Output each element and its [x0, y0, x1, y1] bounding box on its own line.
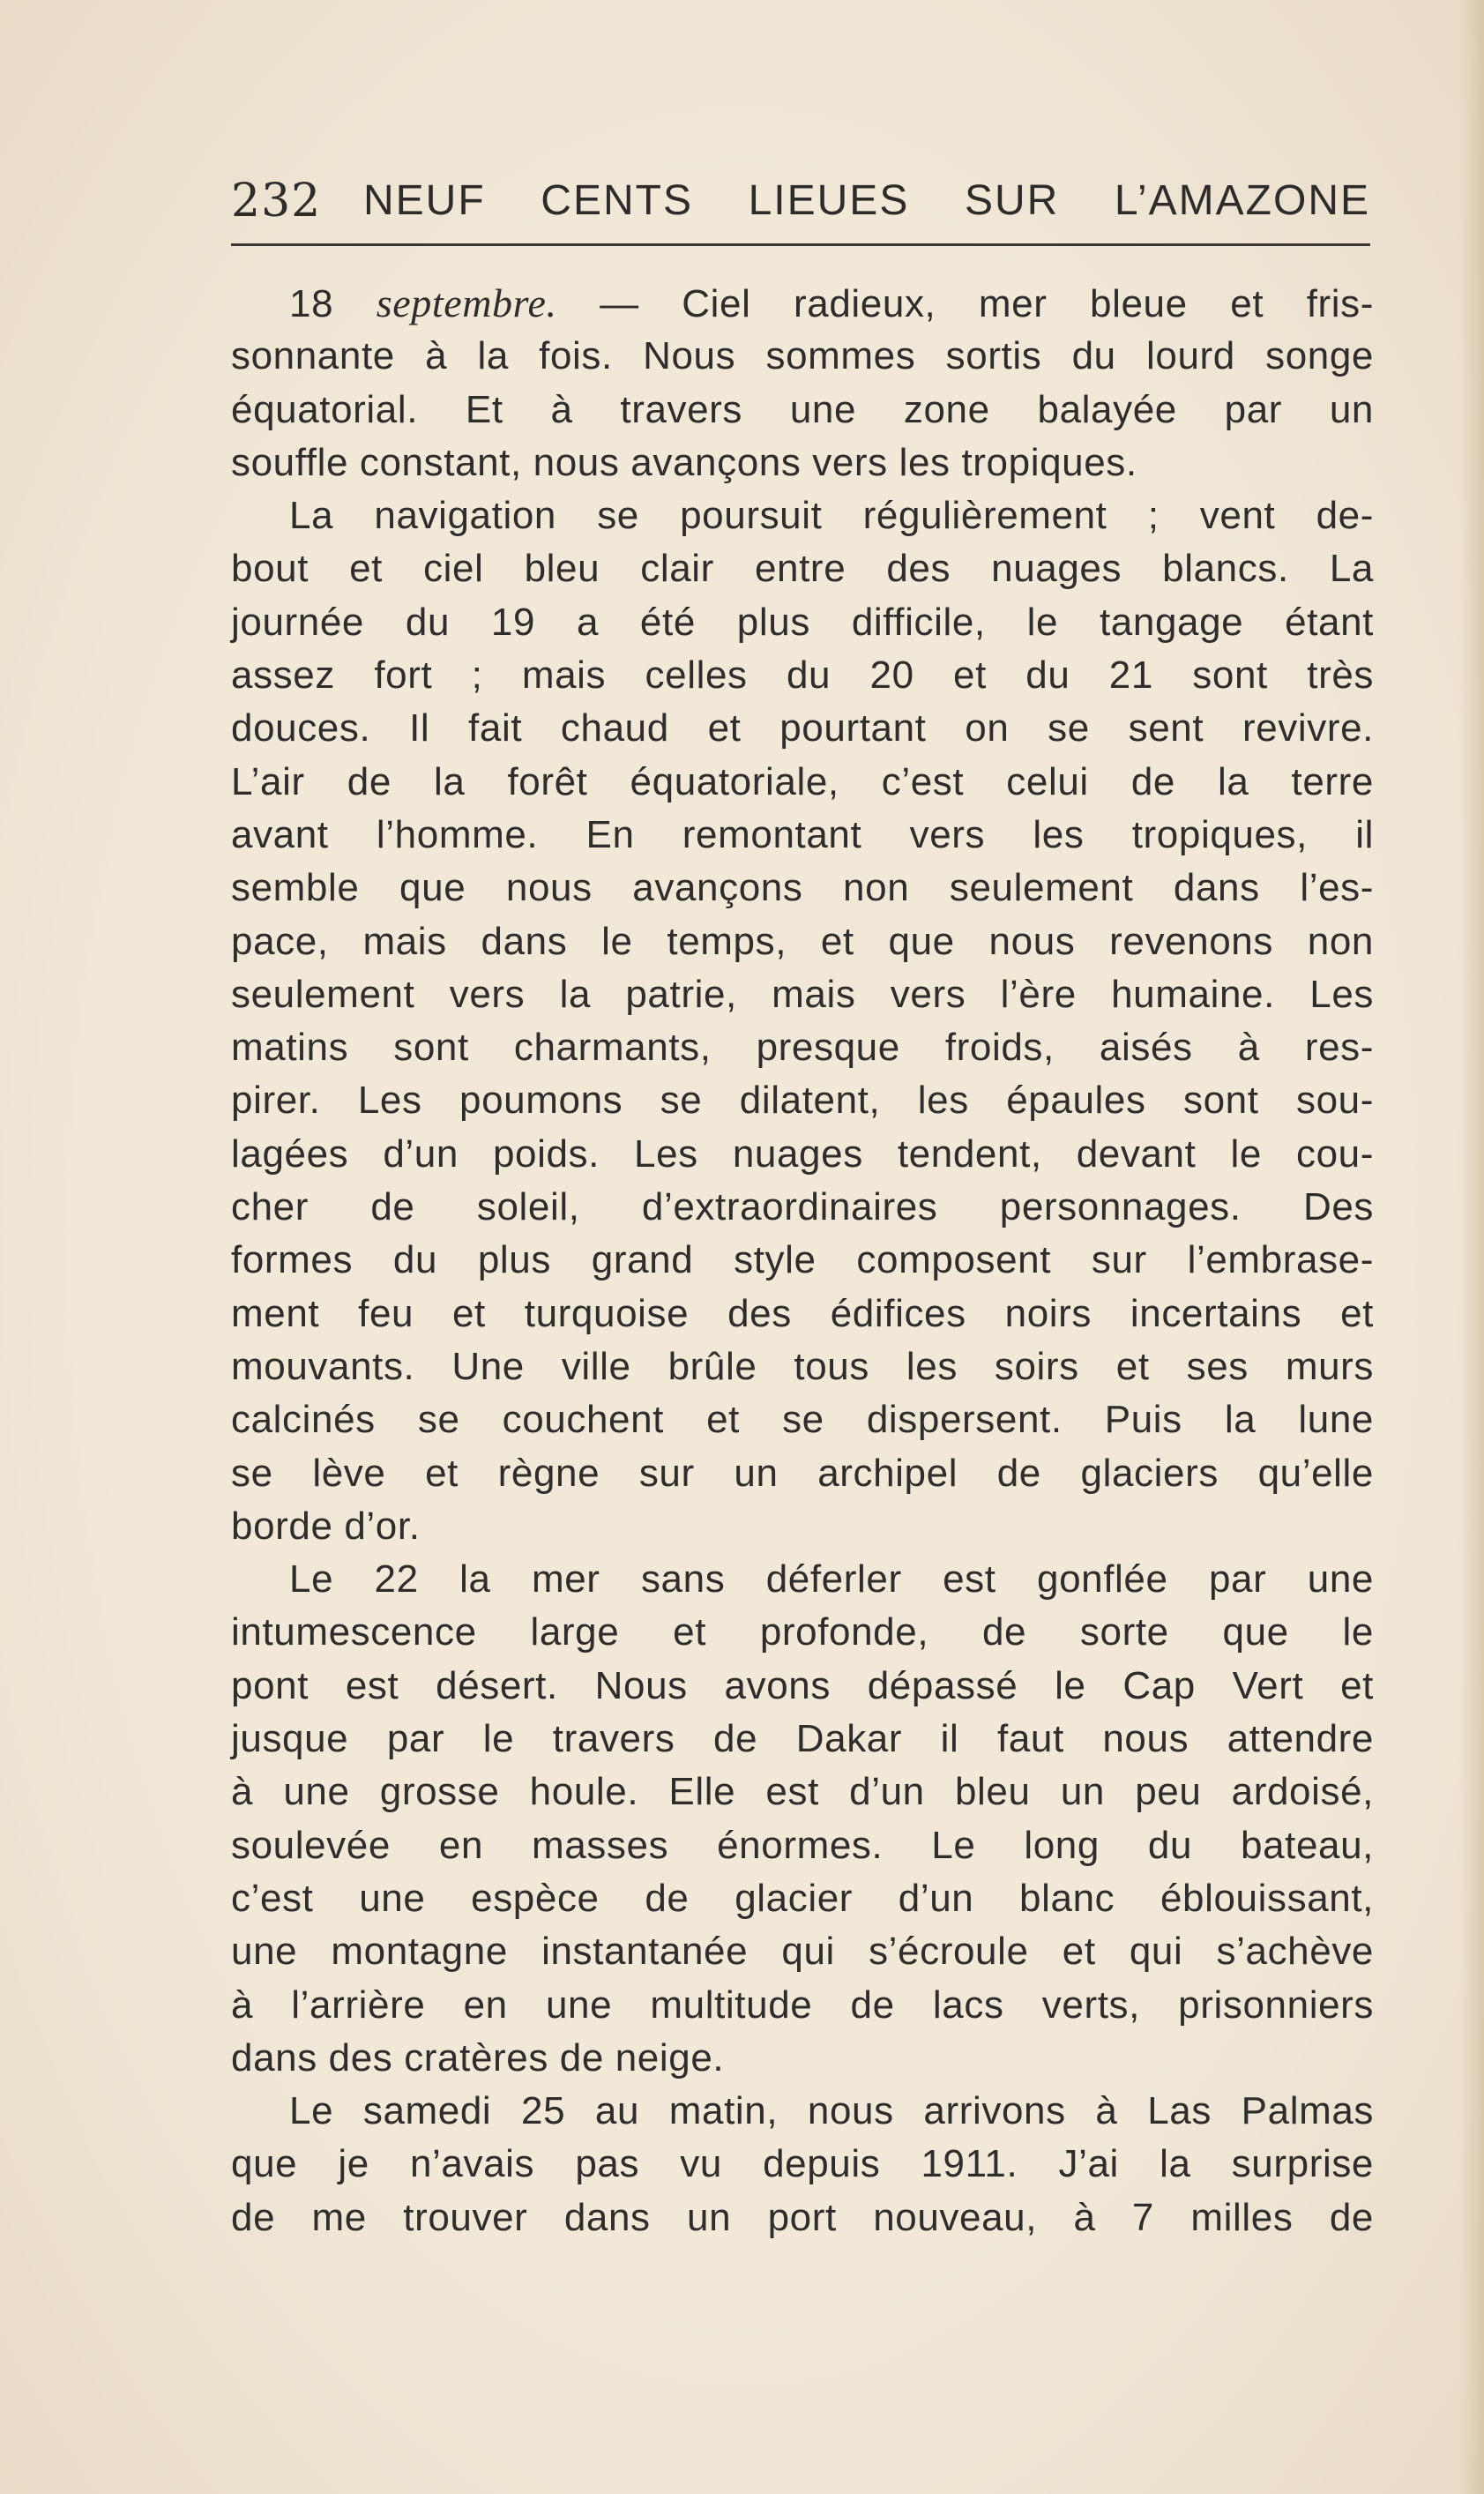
page-edge-shadow [1459, 0, 1484, 2494]
text-line: calcinés se couchent et se dispersent. Puis la lune [231, 1398, 1374, 1442]
header-rule [231, 243, 1370, 246]
text-line: formes du plus grand style composent sur l’embrase- [231, 1238, 1374, 1282]
page-number: 232 [231, 175, 322, 228]
text-line: cher de soleil, d’extraordinaires personnages. Des [231, 1185, 1374, 1229]
text-line: à une grosse houle. Elle est d’un bleu un peu ardoisé, [231, 1770, 1374, 1814]
text-line: à l’arrière en une multitude de lacs verts, prisonniers [231, 1983, 1374, 2027]
body-text [231, 277, 1374, 2244]
running-title: NEUF CENTS LIEUES SUR L’AMAZONE [363, 177, 1370, 224]
paragraph-1-line-1 [231, 277, 1374, 330]
text-line: semble que nous avançons non seulement dans l’es- [231, 866, 1374, 910]
text-line: pace, mais dans le temps, et que nous revenons non [231, 919, 1374, 963]
date-day: 18 [289, 282, 334, 325]
text-line: de me trouver dans un port nouveau, à 7 milles de [231, 2195, 1374, 2239]
text-line: journée du 19 a été plus difficile, le tangage étant [231, 600, 1374, 644]
text-line: ment feu et turquoise des édifices noirs incertains et [231, 1291, 1374, 1335]
text-line: matins sont charmants, presque froids, aisés à res- [231, 1026, 1374, 1070]
text-line: lagées d’un poids. Les nuages tendent, devant le cou- [231, 1131, 1374, 1176]
text-line: Le samedi 25 au matin, nous arrivons à Las Palmas [289, 2089, 1374, 2133]
paragraph-1-line-1-rest: — Ciel radieux, mer bleue et fris- [556, 282, 1375, 325]
page-header [231, 164, 1370, 229]
text-line: douces. Il fait chaud et pourtant on se sent revivre. [231, 706, 1374, 750]
text-line: soulevée en masses énormes. Le long du bateau, [231, 1823, 1374, 1867]
text-line: Le 22 la mer sans déferler est gonflée par une [289, 1557, 1374, 1602]
text-line: mouvants. Une ville brûle tous les soirs et ses murs [231, 1344, 1374, 1388]
text-line: seulement vers la patrie, mais vers l’ère humaine. Les [231, 972, 1374, 1016]
text-line: pirer. Les poumons se dilatent, les épaules sont sou- [231, 1079, 1374, 1123]
text-line: que je n’avais pas vu depuis 1911. J’ai la surprise [231, 2142, 1374, 2186]
text-line: intumescence large et profonde, de sorte que le [231, 1610, 1374, 1654]
text-line: assez fort ; mais celles du 20 et du 21 sont très [231, 653, 1374, 698]
text-line: sonnante à la fois. Nous sommes sortis du lourd songe [231, 334, 1374, 378]
text-line: borde d’or. [231, 1504, 421, 1548]
text-line: se lève et règne sur un archipel de glaciers qu’elle [231, 1451, 1374, 1495]
text-line: pont est désert. Nous avons dépassé le Cap Vert et [231, 1663, 1374, 1707]
text-line: équatorial. Et à travers une zone balayée par un [231, 387, 1374, 431]
text-line: une montagne instantanée qui s’écroule et qui s’achève [231, 1930, 1374, 1974]
text-line: La navigation se poursuit régulièrement ; vent de- [289, 494, 1374, 538]
text-line: dans des cratères de neige. [231, 2035, 725, 2080]
text-line: bout et ciel bleu clair entre des nuages blancs. La [231, 547, 1374, 591]
text-line: avant l’homme. En remontant vers les tropiques, il [231, 812, 1374, 856]
text-line: L’air de la forêt équatoriale, c’est celui de la terre [231, 759, 1374, 803]
text-line: c’est une espèce de glacier d’un blanc éblouissant, [231, 1876, 1374, 1920]
text-line: souffle constant, nous avançons vers les tropiques. [231, 440, 1137, 484]
date-month: septembre. [376, 280, 557, 325]
text-line: jusque par le travers de Dakar il faut nous attendre [231, 1717, 1374, 1761]
